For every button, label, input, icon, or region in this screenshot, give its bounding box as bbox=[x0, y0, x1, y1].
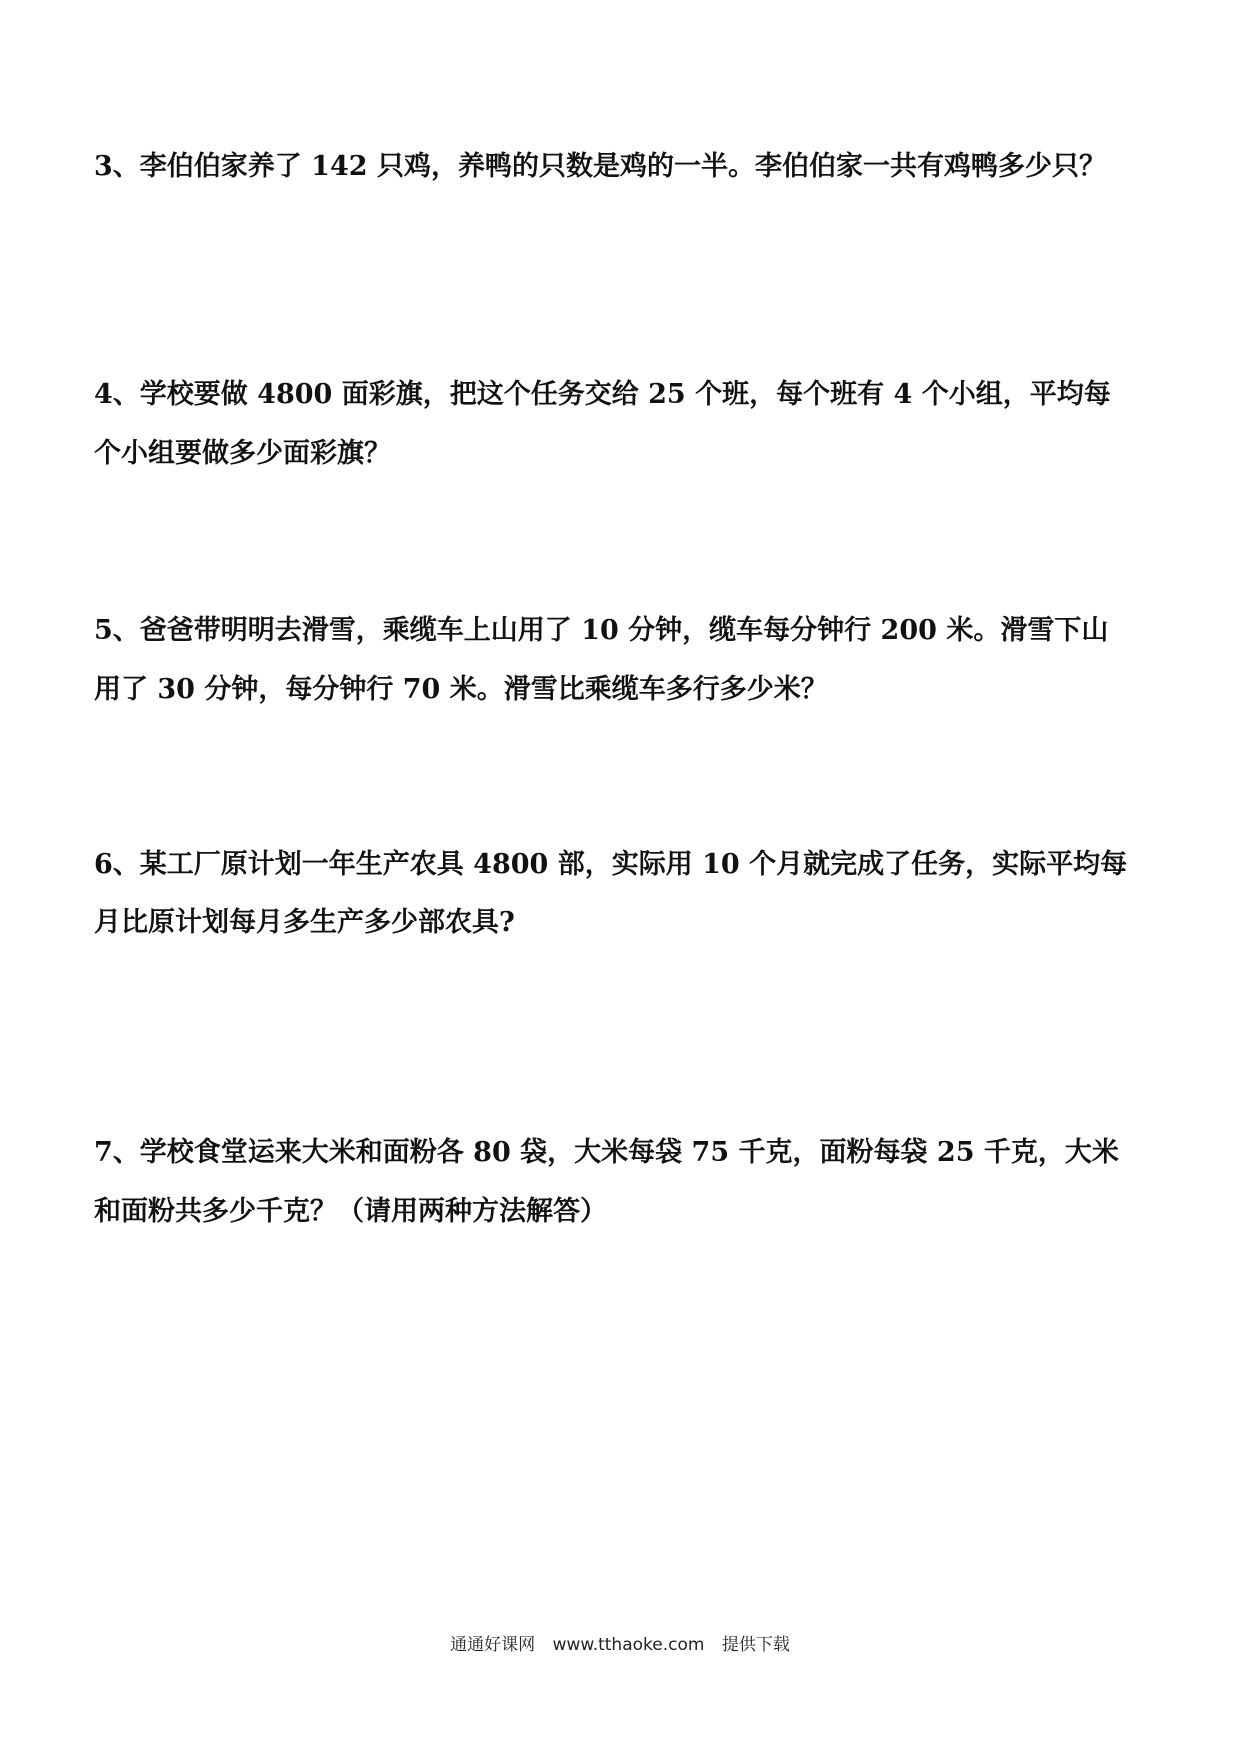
footer-url: www.tthaoke.com bbox=[552, 1635, 705, 1655]
problem-text-line: 月比原计划每月多生产多少部农具? bbox=[94, 907, 515, 938]
problem-text-line: 个小组要做多少面彩旗？ bbox=[94, 438, 391, 469]
problem-text-line: 和面粉共多少千克？（请用两种方法解答） bbox=[94, 1196, 607, 1227]
problem-text-line: 7、学校食堂运来大米和面粉各 80 袋，大米每袋 75 千克，面粉每袋 25 千克，大米 bbox=[94, 1137, 1119, 1168]
problem-text-line: 5、爸爸带明明去滑雪，乘缆车上山用了 10 分钟，缆车每分钟行 200 米。滑雪下山 bbox=[94, 615, 1109, 646]
problem-text-line: 6、某工厂原计划一年生产农具 4800 部，实际用 10 个月就完成了任务，实际平均每 bbox=[94, 849, 1128, 880]
footer-note: 提供下载 bbox=[721, 1635, 790, 1655]
problem-text-line: 3、李伯伯家养了 142 只鸡，养鸭的只数是鸡的一半。李伯伯家一共有鸡鸭多少只？ bbox=[94, 151, 1106, 182]
problem-text-line: 用了 30 分钟，每分钟行 70 米。滑雪比乘缆车多行多少米？ bbox=[94, 674, 828, 705]
problem-text-line: 4、学校要做 4800 面彩旗，把这个任务交给 25 个班，每个班有 4 个小组，平均每 bbox=[94, 379, 1111, 410]
page-footer bbox=[0, 1630, 1240, 1655]
footer-site-name: 通通好课网 bbox=[450, 1635, 536, 1655]
